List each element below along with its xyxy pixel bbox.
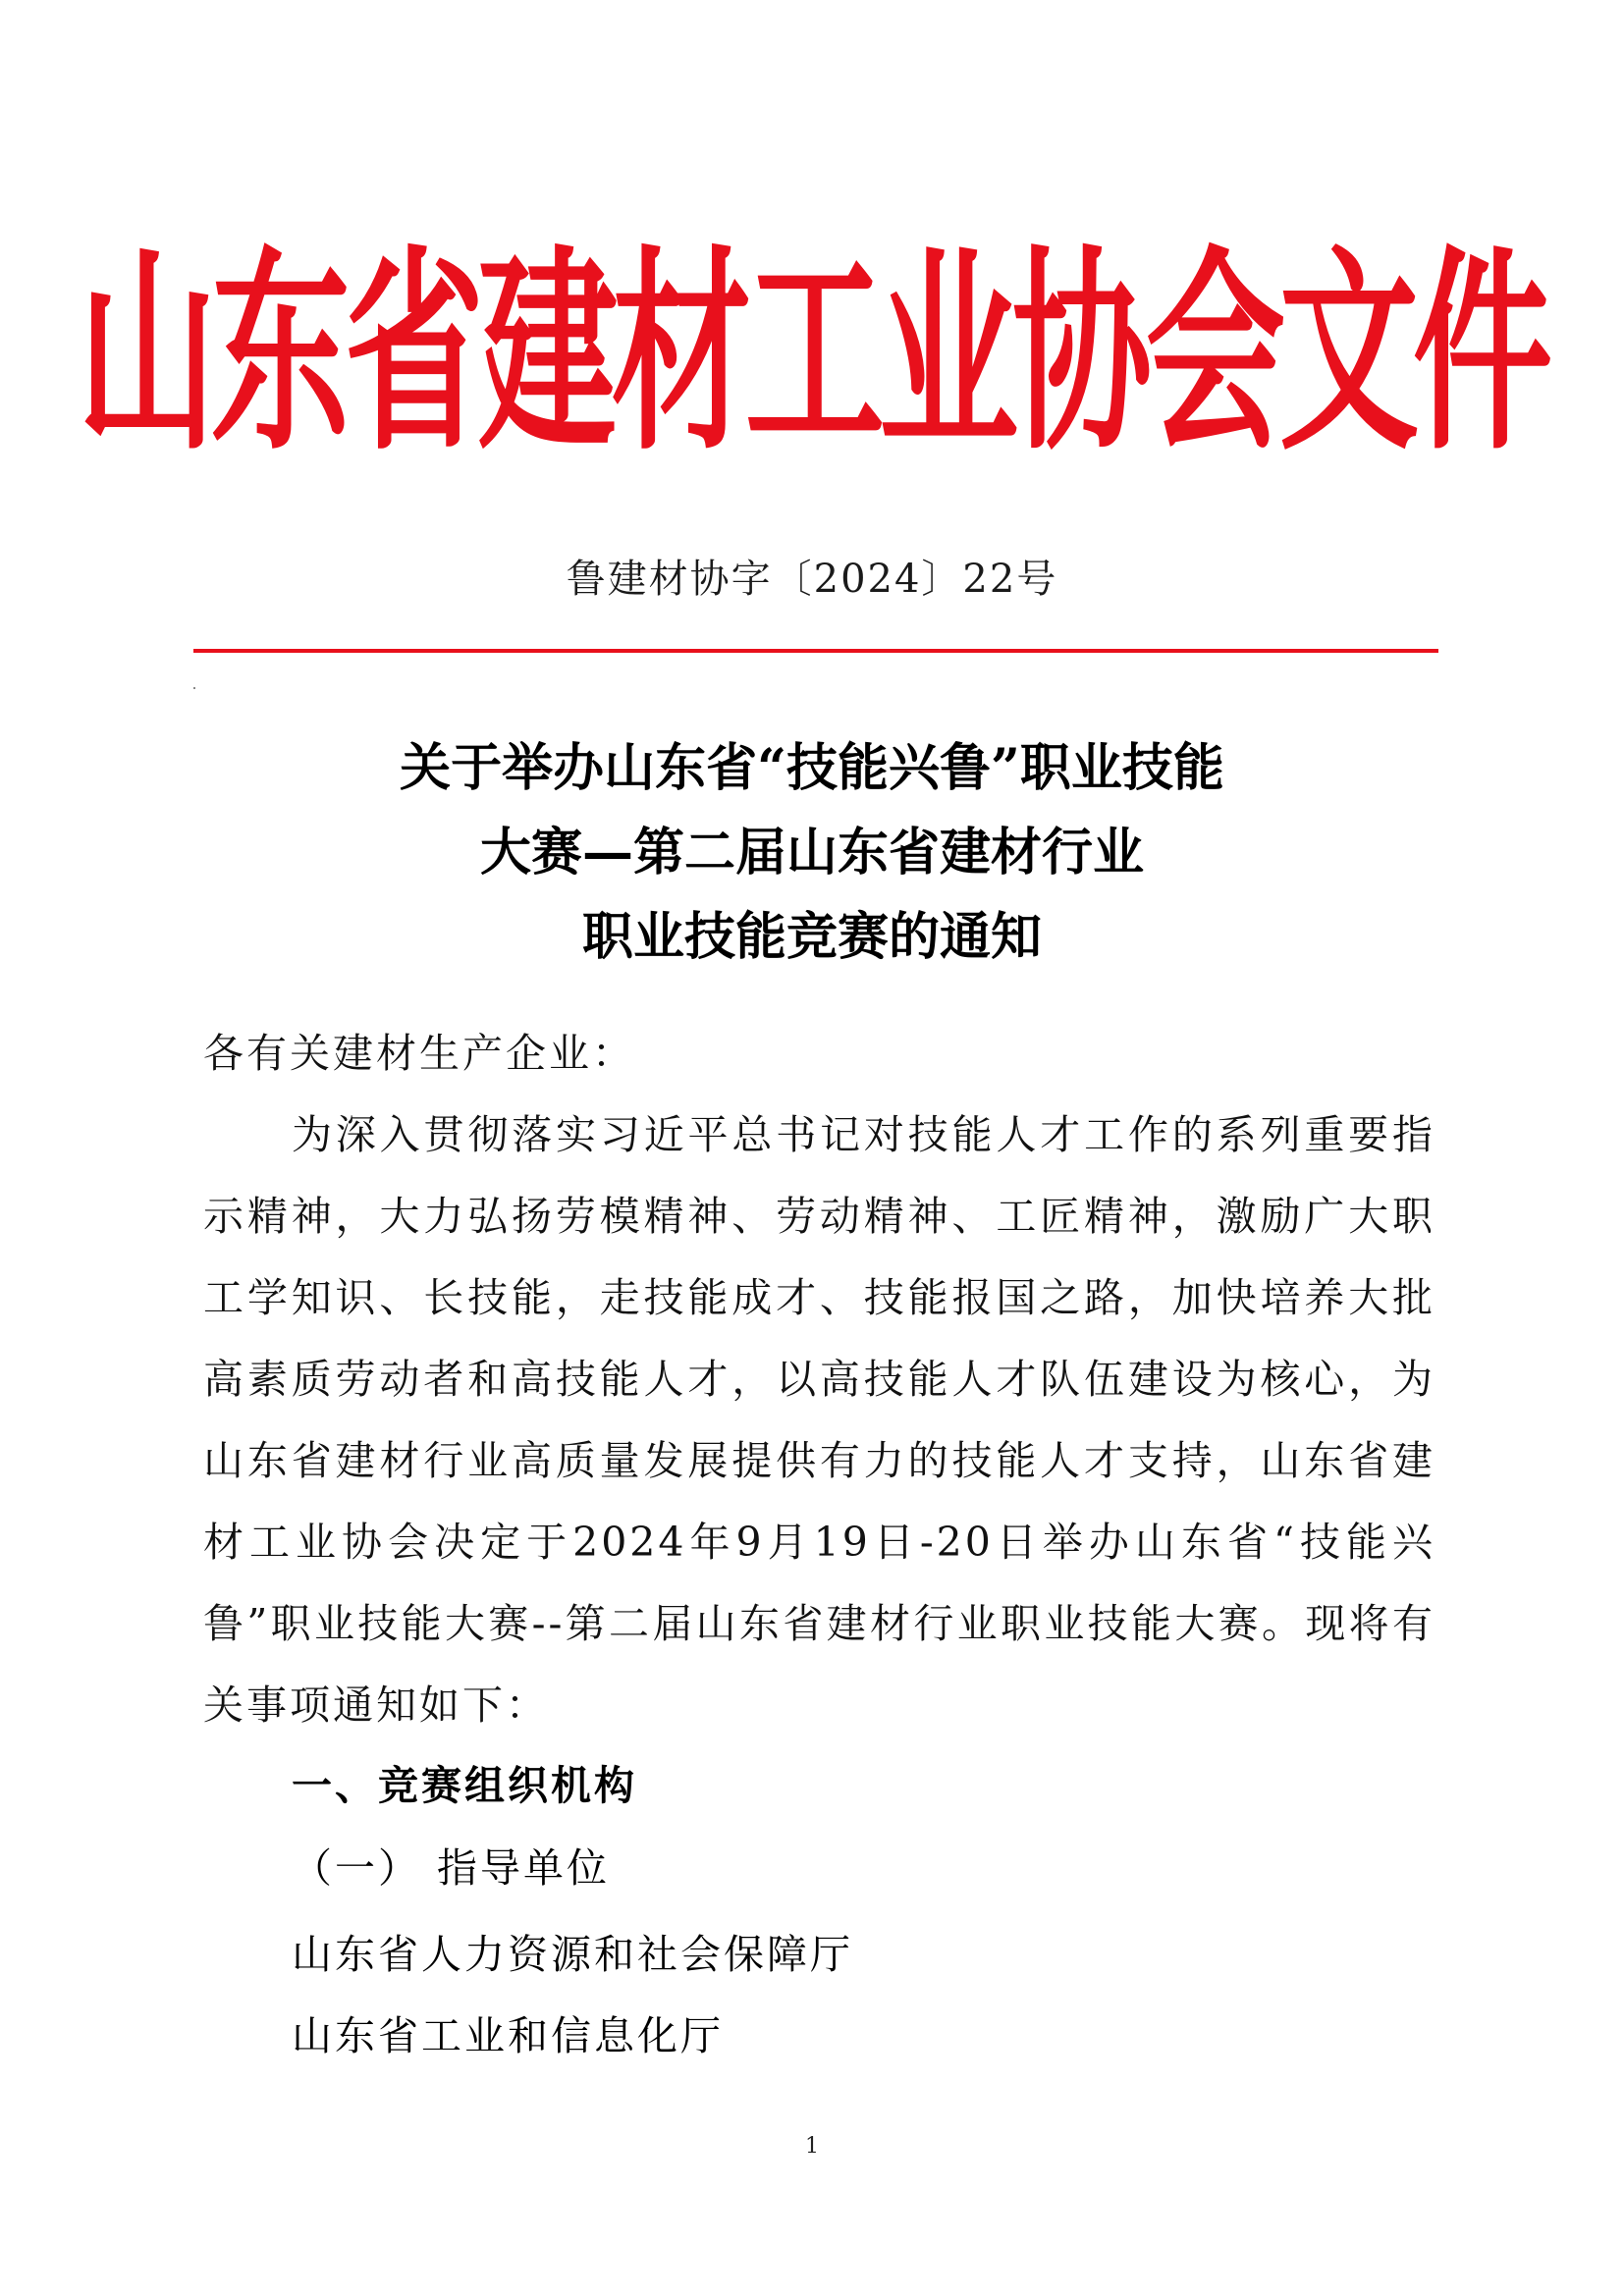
notice-title-line: 关于举办山东省“技能兴鲁”职业技能 bbox=[400, 738, 1224, 798]
notice-title-line: 大赛—第二届山东省建材行业 bbox=[479, 823, 1144, 882]
red-divider-rule bbox=[193, 649, 1438, 653]
page-number: 1 bbox=[805, 2134, 819, 2159]
notice-title-line: 职业技能竞赛的通知 bbox=[581, 907, 1042, 967]
section-heading: 一、竞赛组织机构 bbox=[292, 1762, 637, 1809]
intro-paragraph: 为深入贯彻落实习近平总书记对技能人才工作的系列重要指示精神，大力弘扬劳模精神、劳动精神、工匠精神，激励广大职工学知识、长技能，走技能成才、技能报国之路，加快培养大批高素质劳动者和高技能人才，以高技能人才队伍建设为核心，为山东省建材行业高质量发展提供有力的技能人才支持，山东省建材工业协会决定于2024年9月19日-20日举办山东省“技能兴鲁”职业技能大赛--第二届山东省建材行业职业技能大赛。现将有关事项通知如下： bbox=[203, 1111, 1435, 1729]
salutation: 各有关建材生产企业： bbox=[203, 1030, 635, 1077]
subsection-heading: （一） 指导单位 bbox=[292, 1844, 611, 1892]
stray-mark bbox=[193, 687, 195, 689]
guiding-unit: 山东省工业和信息化厅 bbox=[292, 2012, 724, 2059]
guiding-unit: 山东省人力资源和社会保障厅 bbox=[292, 1931, 853, 1978]
masthead-title: 山东省建材工业协会文件 bbox=[78, 227, 1546, 480]
notice-title bbox=[0, 726, 1624, 980]
document-number: 鲁建材协字〔2024〕22号 bbox=[566, 557, 1058, 602]
